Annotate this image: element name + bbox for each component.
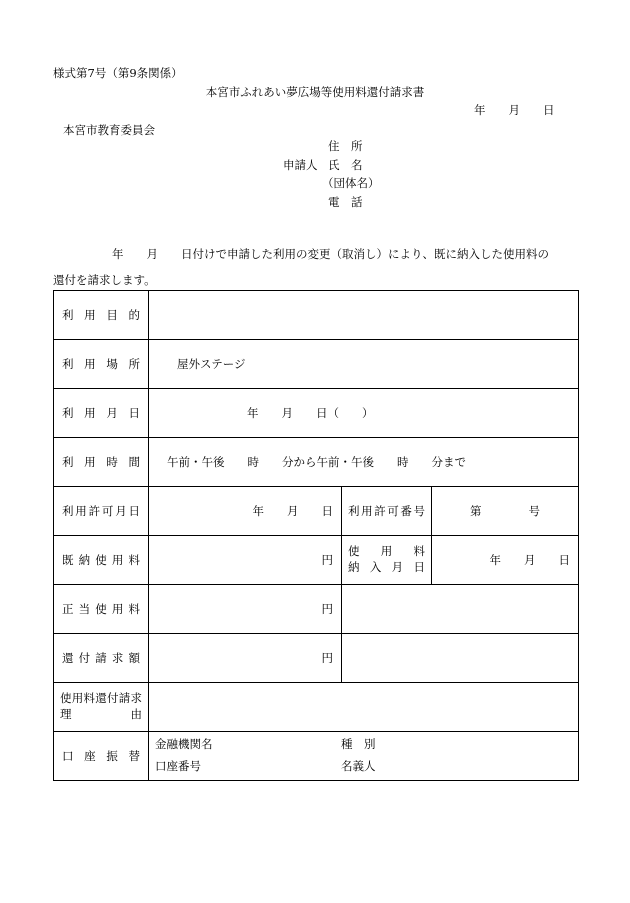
refund-amount-label: 還付請求額 (54, 634, 149, 683)
time-label: 利用時間 (54, 438, 149, 487)
applicant-phone-label: 電 話 (328, 195, 363, 209)
purpose-field[interactable] (149, 291, 579, 340)
account-line1 (155, 737, 570, 753)
purpose-label: 利用目的 (54, 291, 149, 340)
refund-reason-field[interactable] (149, 683, 579, 732)
account-type-label: 種 別 (341, 737, 376, 752)
request-text-line2: 還付を請求します。 (53, 273, 156, 287)
request-form-table (53, 290, 579, 781)
permit-number-prefix: 第 (470, 504, 482, 518)
applicant-group-label: （団体名） (322, 176, 380, 190)
correct-fee-blank (342, 585, 579, 634)
row-date (54, 389, 579, 438)
paid-fee-label: 既納使用料 (54, 536, 149, 585)
account-number-label: 口座番号 (155, 759, 201, 773)
applicant-name-label: 氏 名 (328, 158, 363, 172)
submission-date: 年 月 日 (474, 103, 555, 117)
place-value[interactable]: 屋外ステージ (149, 340, 579, 389)
row-permit (54, 487, 579, 536)
time-value[interactable]: 午前・午後 時 分から午前・午後 時 分まで (149, 438, 579, 487)
payment-date-label-line2: 納入月日 (348, 560, 425, 574)
account-transfer-field[interactable] (149, 732, 579, 781)
row-reason (54, 683, 579, 732)
row-time (54, 438, 579, 487)
date-value[interactable]: 年 月 日（ ） (149, 389, 579, 438)
refund-reason-label-line2: 理由 (60, 707, 142, 721)
refund-reason-label-line1: 使用料還付請求 (60, 691, 142, 706)
applicant-label: 申請人 (283, 158, 318, 172)
row-paid (54, 536, 579, 585)
row-account (54, 732, 579, 781)
account-line2 (155, 759, 570, 775)
permit-date-label: 利用許可月日 (54, 487, 149, 536)
account-holder-label: 名義人 (341, 759, 376, 773)
row-correct (54, 585, 579, 634)
permit-number-suffix: 号 (528, 504, 541, 518)
permit-date-value[interactable]: 年 月 日 (149, 487, 342, 536)
row-purpose (54, 291, 579, 340)
bank-name-label: 金融機関名 (155, 737, 213, 752)
row-refund (54, 634, 579, 683)
row-place (54, 340, 579, 389)
document-title: 本宮市ふれあい夢広場等使用料還付請求書 (205, 85, 425, 99)
payment-date-value[interactable]: 年 月 日 (432, 536, 579, 585)
applicant-address-label: 住 所 (328, 139, 363, 153)
request-text-line1: 年 月 日付けで申請した利用の変更（取消し）により、既に納入した使用料の (112, 247, 549, 261)
addressee: 本宮市教育委員会 (63, 123, 155, 137)
permit-number-field[interactable] (432, 487, 579, 536)
account-transfer-label: 口座振替 (54, 732, 149, 781)
paid-fee-yen[interactable]: 円 (149, 536, 342, 585)
correct-fee-label: 正当使用料 (54, 585, 149, 634)
refund-reason-label (54, 683, 149, 732)
payment-date-label-line1: 使用料 (348, 544, 425, 559)
date-label: 利用月日 (54, 389, 149, 438)
payment-date-label (342, 536, 432, 585)
refund-amount-yen[interactable]: 円 (149, 634, 342, 683)
correct-fee-yen[interactable]: 円 (149, 585, 342, 634)
place-label: 利用場所 (54, 340, 149, 389)
form-number: 様式第7号（第9条関係） (53, 66, 183, 80)
permit-number-label: 利用許可番号 (342, 487, 432, 536)
refund-amount-blank (342, 634, 579, 683)
